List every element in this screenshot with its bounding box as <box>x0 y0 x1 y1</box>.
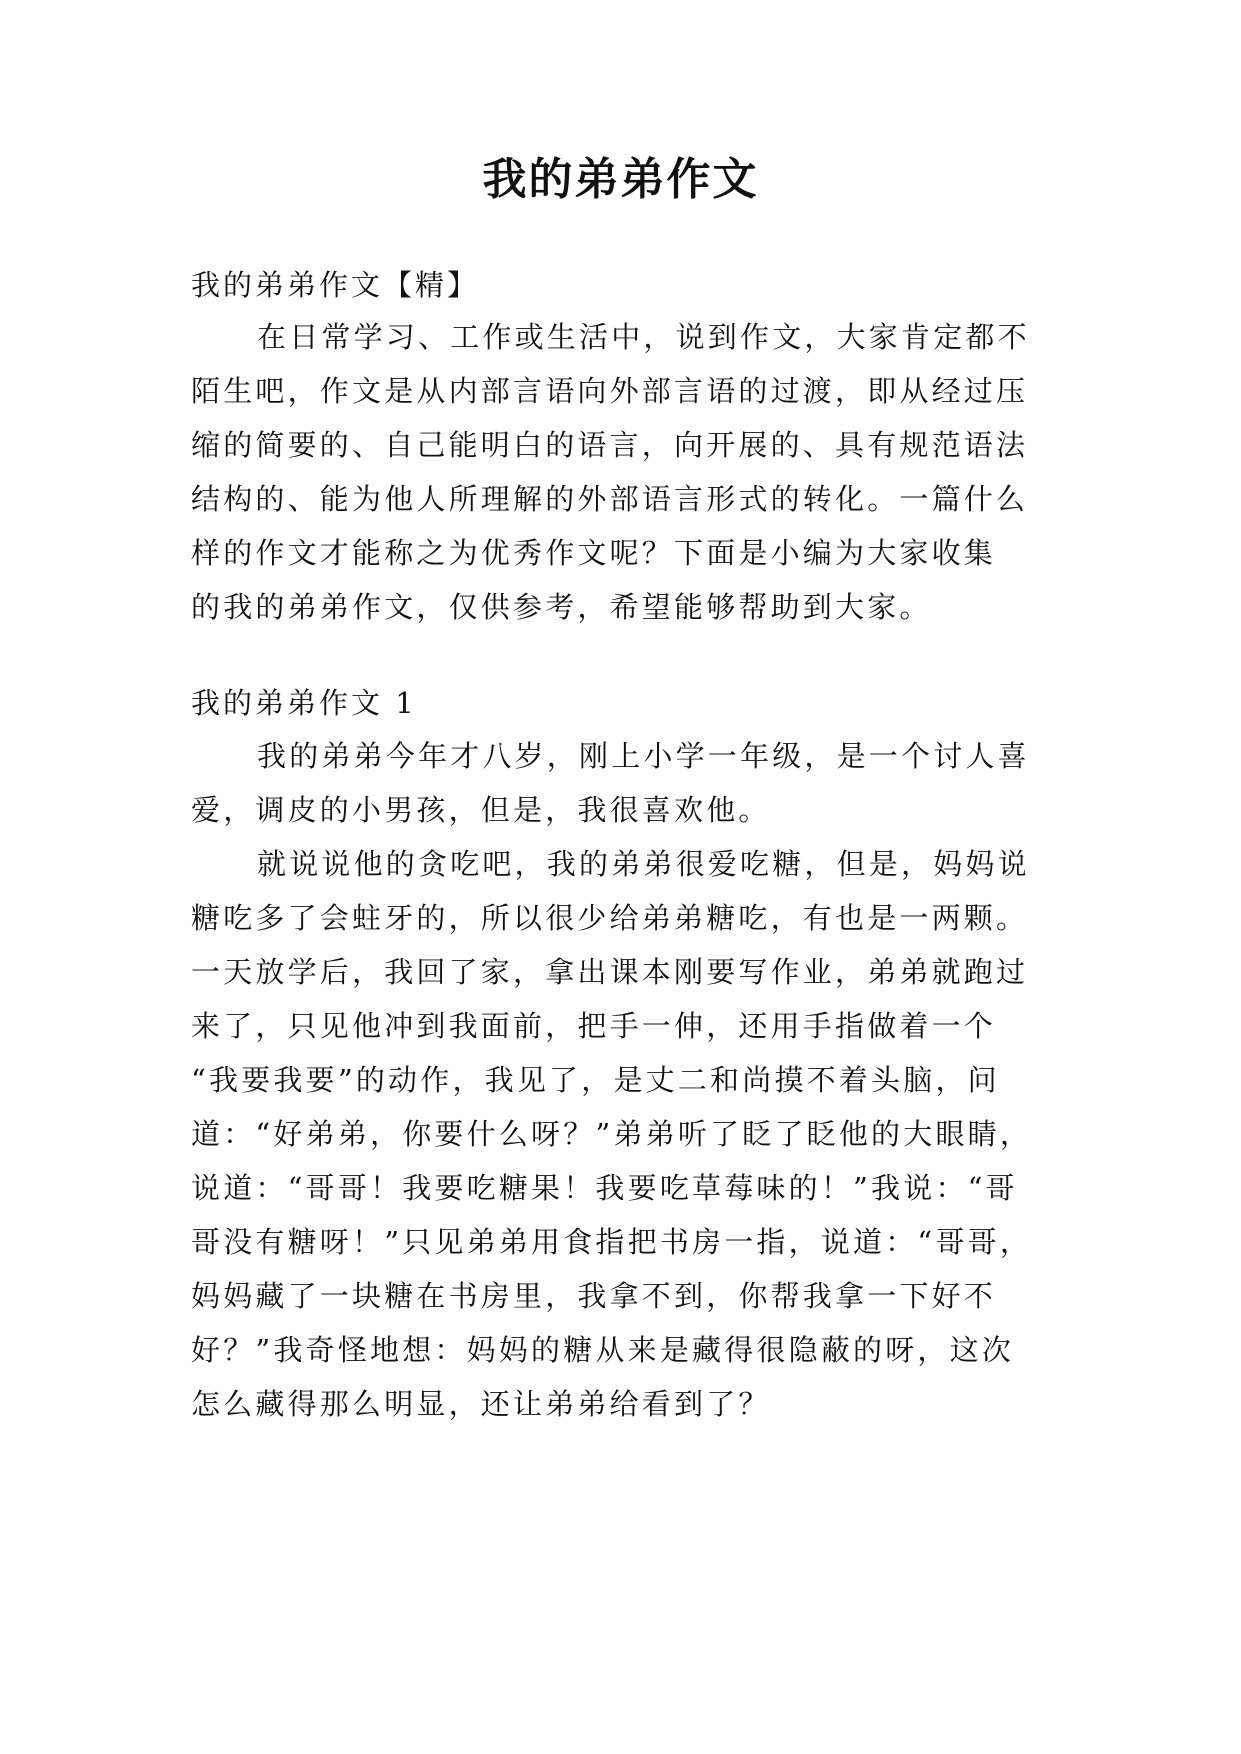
paragraph-line: 糖吃多了会蛀牙的，所以很少给弟弟糖吃，有也是一两颗。 <box>191 901 1029 935</box>
paragraph-line: 怎么藏得那么明显，还让弟弟给看到了？ <box>191 1387 771 1421</box>
paragraph-line: 在日常学习、工作或生活中，说到作文，大家肯定都不 <box>257 320 1030 354</box>
paragraph-line: “我要我要”的动作，我见了，是丈二和尚摸不着头脑，问 <box>191 1063 1000 1097</box>
paragraph-line: 我的弟弟今年才八岁，刚上小学一年级，是一个讨人喜 <box>257 739 1030 773</box>
paragraph-line: 的我的弟弟作文，仅供参考，希望能够帮助到大家。 <box>191 590 932 624</box>
paragraph-line: 哥没有糖呀！”只见弟弟用食指把书房一指，说道：“哥哥， <box>191 1225 1033 1259</box>
essay-heading: 我的弟弟作文 1 <box>191 686 417 720</box>
paragraph-line: 样的作文才能称之为优秀作文呢？下面是小编为大家收集 <box>191 536 997 570</box>
paragraph-line: 爱，调皮的小男孩，但是，我很喜欢他。 <box>191 793 771 827</box>
paragraph-line: 说道：“哥哥！我要吃糖果！我要吃草莓味的！”我说：“哥 <box>191 1171 1018 1205</box>
paragraph-line: 结构的、能为他人所理解的外部语言形式的转化。一篇什么 <box>191 482 1029 516</box>
section-heading: 我的弟弟作文【精】 <box>191 268 480 302</box>
paragraph-line: 妈妈藏了一块糖在书房里，我拿不到，你帮我拿一下好不 <box>191 1279 997 1313</box>
paragraph-line: 一天放学后，我回了家，拿出课本刚要写作业，弟弟就跑过 <box>191 955 1029 989</box>
paragraph-line: 陌生吧，作文是从内部言语向外部言语的过渡，即从经过压 <box>191 374 1029 408</box>
paragraph-line: 缩的简要的、自己能明白的语言，向开展的、具有规范语法 <box>191 428 1029 462</box>
paragraph-line: 好？”我奇怪地想：妈妈的糖从来是藏得很隐蔽的呀，这次 <box>191 1333 1015 1367</box>
paragraph-line: 道：“好弟弟，你要什么呀？”弟弟听了眨了眨他的大眼睛， <box>191 1117 1033 1151</box>
paragraph-line: 来了，只见他冲到我面前，把手一伸，还用手指做着一个 <box>191 1009 997 1043</box>
paragraph-line: 就说说他的贪吃吧，我的弟弟很爱吃糖，但是，妈妈说 <box>257 847 1030 881</box>
document-title: 我的弟弟作文 <box>482 154 759 205</box>
